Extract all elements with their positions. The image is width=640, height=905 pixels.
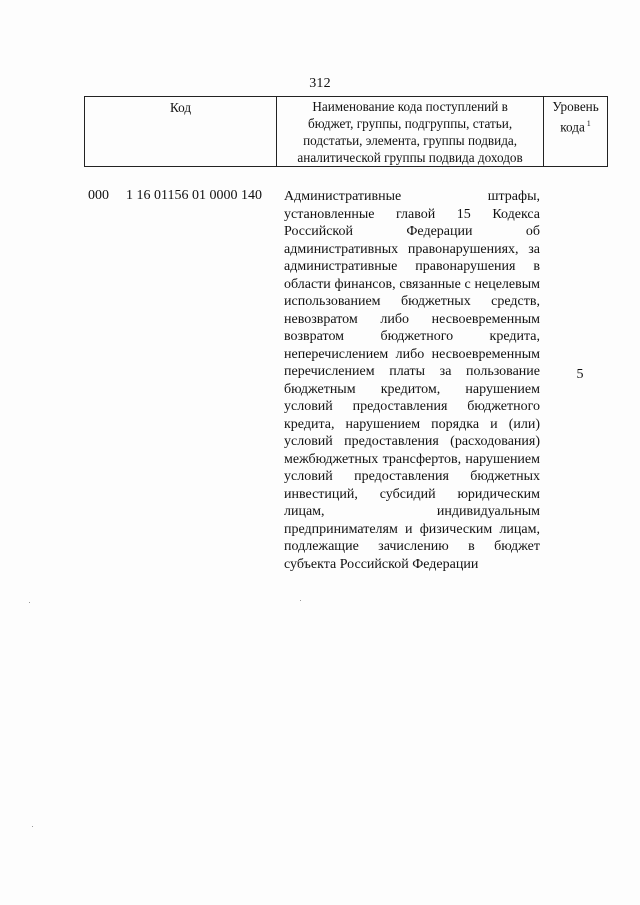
header-level-label: кода	[560, 119, 585, 135]
header-name-line: бюджет, группы, подгруппы, статьи,	[308, 116, 513, 131]
header-name-cell	[277, 97, 544, 167]
admin-code: 000	[88, 188, 109, 203]
code-level-value: 5	[576, 367, 584, 382]
header-name-line: Наименование кода поступлений в	[312, 99, 508, 114]
footnote-marker: 1	[586, 119, 591, 128]
scan-speck	[29, 602, 30, 603]
budget-classification-code: 1 16 01156 01 0000 140	[126, 188, 262, 203]
header-name-line: аналитической группы подвида доходов	[297, 150, 523, 165]
header-name-line: подстатьи, элемента, группы подвида,	[303, 133, 518, 148]
income-code-description: Административные штрафы, установленные главой 15 Кодекса Российской Федерации об административных правонарушениях, за административные правонарушения в области финансов, связанные с нецелевым использованием бюджетных средств, невозвратом либо несвоевременным возвратом бюджетного кредита, неперечислением либо несвоевременным перечислением платы за пользование бюджетным кредитом, нарушением условий предоставления бюджетного кредита, нарушением порядка и (или) условий предоставления (расходования) межбюджетных трансфертов, нарушением условий предоставления бюджетных инвестиций, субсидий юридическим лицам, индивидуальным предпринимателям и физическим лицам, подлежащие зачислению в бюджет субъекта Российской Федерации	[284, 189, 540, 572]
header-level-line: Уровень	[552, 99, 599, 114]
header-level-line-with-footnote	[544, 115, 607, 135]
scan-speck	[32, 826, 33, 827]
header-level-cell	[544, 97, 608, 167]
table-header	[84, 96, 608, 167]
page-number: 312	[309, 76, 331, 91]
header-code-label: Код	[170, 100, 192, 115]
scan-speck	[300, 600, 301, 601]
header-code-cell	[85, 97, 277, 167]
